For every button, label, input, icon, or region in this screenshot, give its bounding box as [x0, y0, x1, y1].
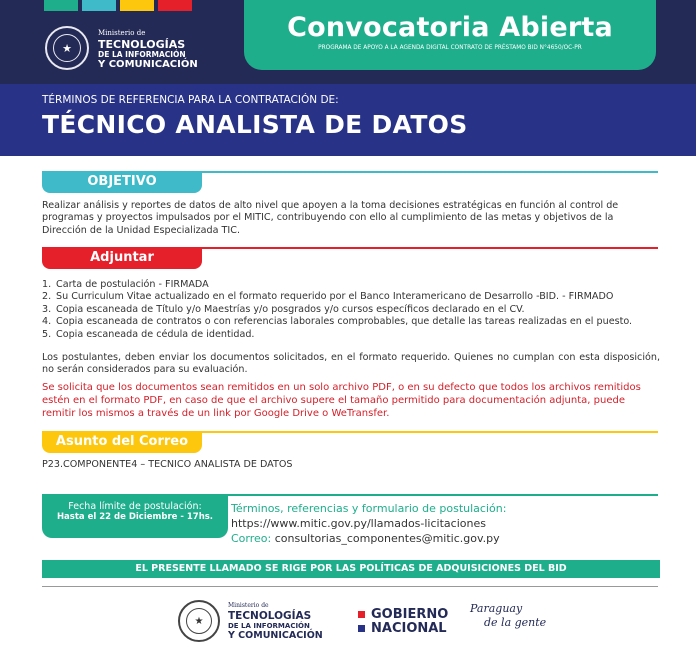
header-top	[0, 0, 696, 84]
deadline-value: Hasta el 22 de Diciembre - 17hs.	[56, 512, 214, 523]
ministry-line3: Y COMUNICACIÓN	[98, 58, 198, 70]
submission-note: Los postulantes, deben enviar los documentos solicitados, en el formato requerido. Quienes no cumplan con esta disposición, no serán considerados para su evaluación.	[42, 352, 660, 376]
open-call-title: Convocatoria Abierta	[287, 12, 613, 43]
ministry-line2: DE LA INFORMACIÓN	[98, 50, 186, 59]
objective-tab: OBJETIVO	[42, 171, 202, 193]
email-label: Correo:	[231, 531, 272, 545]
contact-info	[231, 502, 506, 547]
strip-cyan	[82, 0, 116, 11]
blue-square-icon	[358, 625, 365, 632]
footer-ministry-logo: Ministerio de TECNOLOGÍAS DE LA INFORMACIÓN Y COMUNICACIÓN	[228, 602, 323, 641]
terms-url-link[interactable]: https://www.mitic.gov.py/llamados-licitaciones	[231, 516, 486, 530]
list-item: 2. Su Curriculum Vitae actualizado en el formato requerido por el Banco Interamericano de Desarrollo -BID. - FIRMADO	[42, 291, 614, 303]
ministry-logo	[98, 30, 198, 70]
ministry-prefix: Ministerio de	[98, 29, 146, 37]
email-subject-value: P23.COMPONENTE4 – TECNICO ANALISTA DE DATOS	[42, 459, 293, 470]
star-icon: ★	[53, 34, 81, 62]
attachments-list	[42, 279, 632, 341]
open-call-banner	[244, 0, 656, 70]
strip-green	[44, 0, 78, 11]
open-call-subtitle: PROGRAMA DE APOYO A LA AGENDA DIGITAL CONTRATO DE PRÉSTAMO BID N°4650/OC-PR	[318, 45, 582, 51]
star-icon: ★	[186, 608, 212, 634]
strip-yellow	[120, 0, 154, 11]
list-item: 4. Copia escaneada de contratos o con referencias laborales comprobables, que detalle las tareas realizadas en el puesto.	[42, 316, 633, 328]
ministry-line1: TECNOLOGÍAS	[98, 38, 186, 51]
color-strips	[44, 0, 192, 11]
attachments-tab: Adjuntar	[42, 247, 202, 269]
national-seal-icon	[45, 26, 89, 70]
list-item: 1. Carta de postulación - FIRMADA	[42, 279, 209, 290]
red-square-icon	[358, 611, 365, 618]
paraguay-de-la-gente-logo: Paraguay de la gente	[470, 602, 547, 629]
deadline-label: Fecha límite de postulación:	[68, 501, 202, 512]
email-row	[231, 532, 506, 547]
pdf-note: Se solicita que los documentos sean remitidos en un solo archivo PDF, o en su defecto que todos los archivos remitidos estén en el formato PDF, en caso de que el archivo supere el tamaño permitido para documentación adjunta, puede remitir los mismos a través de un link por Google Drive o WeTransfer.	[42, 382, 641, 419]
list-item: 3. Copia escaneada de Título y/o Maestrías y/o posgrados y/o cursos específicos declarado en el CV.	[42, 303, 525, 315]
footer-seal-icon	[178, 600, 220, 642]
terms-label: TÉRMINOS DE REFERENCIA PARA LA CONTRATACIÓN DE:	[42, 94, 339, 106]
contact-divider	[228, 494, 658, 496]
email-subject-tab: Asunto del Correo	[42, 431, 202, 453]
gobierno-nacional-logo: GOBIERNO NACIONAL	[358, 608, 448, 635]
bid-policy-notice: EL PRESENTE LLAMADO SE RIGE POR LAS POLÍTICAS DE ADQUISICIONES DEL BID	[42, 560, 660, 578]
deadline-box	[42, 494, 228, 538]
footer-divider	[42, 586, 658, 587]
strip-red	[158, 0, 192, 11]
email-link[interactable]: consultorias_componentes@mitic.gov.py	[274, 531, 500, 545]
terms-form-label: Términos, referencias y formulario de postulación:	[231, 502, 507, 515]
objective-text: Realizar análisis y reportes de datos de alto nivel que apoyen a la toma decisiones estratégicas en función al control de programas y proyectos impulsados por el MITIC, contribuyendo con ello al cumplimiento de las metas y objetivos de la Dirección de la Unidad Especializada TIC.	[42, 200, 619, 236]
title-band	[0, 84, 696, 156]
list-item: 5. Copia escaneada de cédula de identidad.	[42, 328, 255, 340]
position-title: TÉCNICO ANALISTA DE DATOS	[42, 110, 468, 139]
